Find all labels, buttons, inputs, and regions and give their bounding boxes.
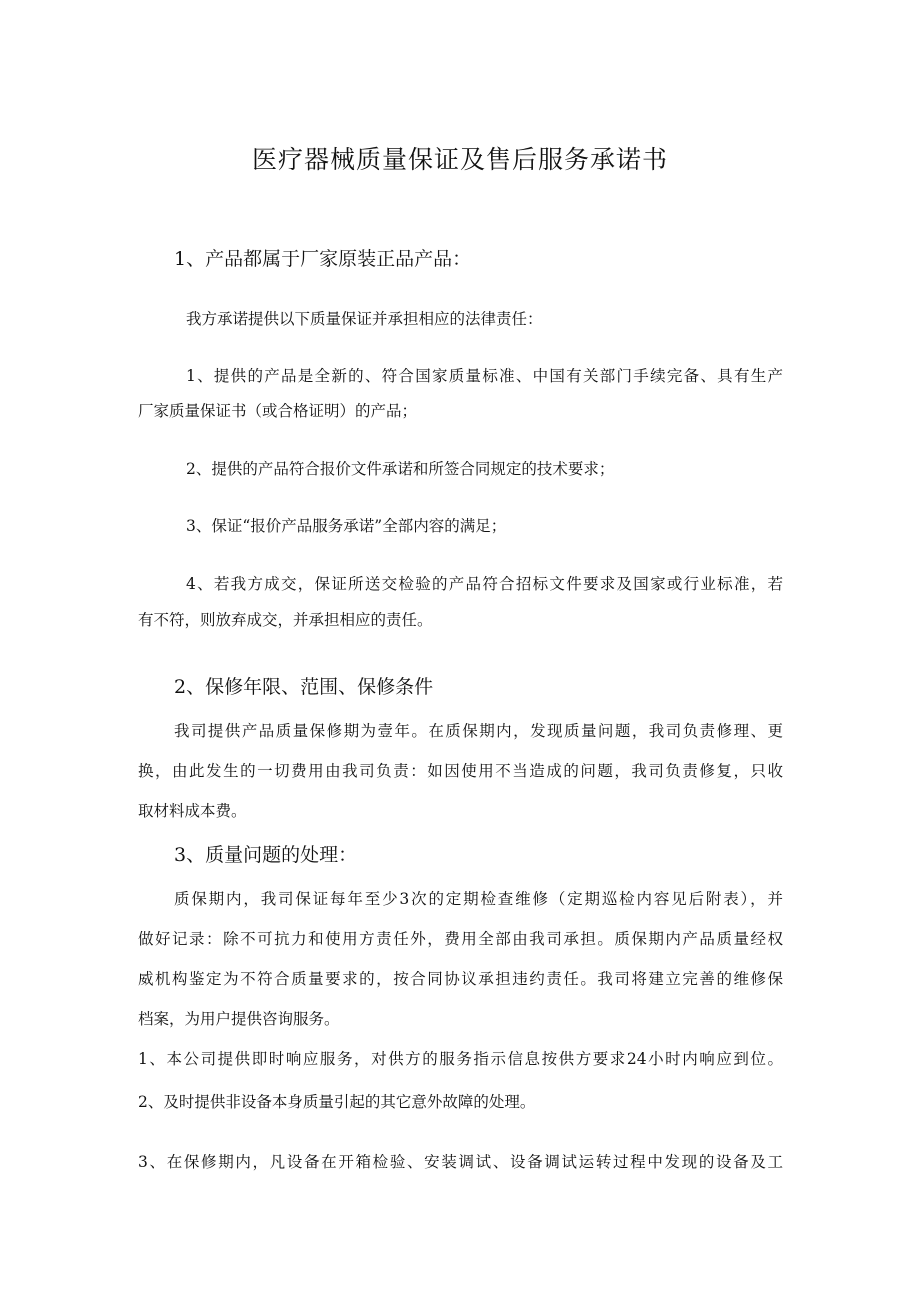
section-2-para-line-1: 我司提供产品质量保修期为壹年。在质保期内，发现质量问题，我司负责修理、更: [174, 722, 783, 740]
section-1-item-1-line-1: 1、提供的产品是全新的、符合国家质量标准、中国有关部门手续完备、具有生产: [186, 367, 783, 385]
section-1-item-3: 3、保证“报价产品服务承诺”全部内容的满足；: [186, 517, 507, 535]
section-3-para-line-3: 威机构鉴定为不符合质量要求的，按合同协议承担违约责任。我司将建立完善的维修保: [138, 970, 783, 988]
section-1-item-2: 2、提供的产品符合报价文件承诺和所签合同规定的技术要求；: [186, 460, 615, 478]
section-3-item-1: 1、本公司提供即时响应服务，对供方的服务指示信息按供方要求24小时内响应到位。: [138, 1050, 783, 1068]
section-2-para-line-2: 换，由此发生的一切费用由我司负责：如因使用不当造成的问题，我司负责修复，只收: [138, 762, 783, 780]
document-title: 医疗器械质量保证及售后服务承诺书: [251, 145, 668, 174]
section-1-item-4-line-2: 有不符，则放弃成交，并承担相应的责任。: [138, 611, 433, 629]
section-1-heading: 1、产品都属于厂家原装正品产品：: [174, 248, 472, 270]
section-1-item-4-line-1: 4、若我方成交，保证所送交检验的产品符合招标文件要求及国家或行业标准，若: [186, 575, 783, 593]
section-1-item-1-line-2: 厂家质量保证书（或合格证明）的产品；: [138, 402, 418, 420]
section-1-intro: 我方承诺提供以下质量保证并承担相应的法律责任：: [186, 310, 543, 328]
section-3-item-2: 2、及时提供非设备本身质量引起的其它意外故障的处理。: [138, 1093, 536, 1111]
section-2-heading: 2、保修年限、范围、保修条件: [174, 676, 434, 698]
section-3-para-line-4: 档案，为用户提供咨询服务。: [138, 1010, 340, 1028]
section-3-heading: 3、质量问题的处理：: [174, 844, 358, 866]
section-3-para-line-2: 做好记录：除不可抗力和使用方责任外，费用全部由我司承担。质保期内产品质量经权: [138, 930, 783, 948]
section-3-para-line-1: 质保期内，我司保证每年至少3次的定期检查维修（定期巡检内容见后附表），并: [174, 890, 783, 908]
section-3-item-3: 3、在保修期内，凡设备在开箱检验、安装调试、设备调试运转过程中发现的设备及工: [138, 1153, 783, 1171]
section-2-para-line-3: 取材料成本费。: [138, 802, 247, 820]
